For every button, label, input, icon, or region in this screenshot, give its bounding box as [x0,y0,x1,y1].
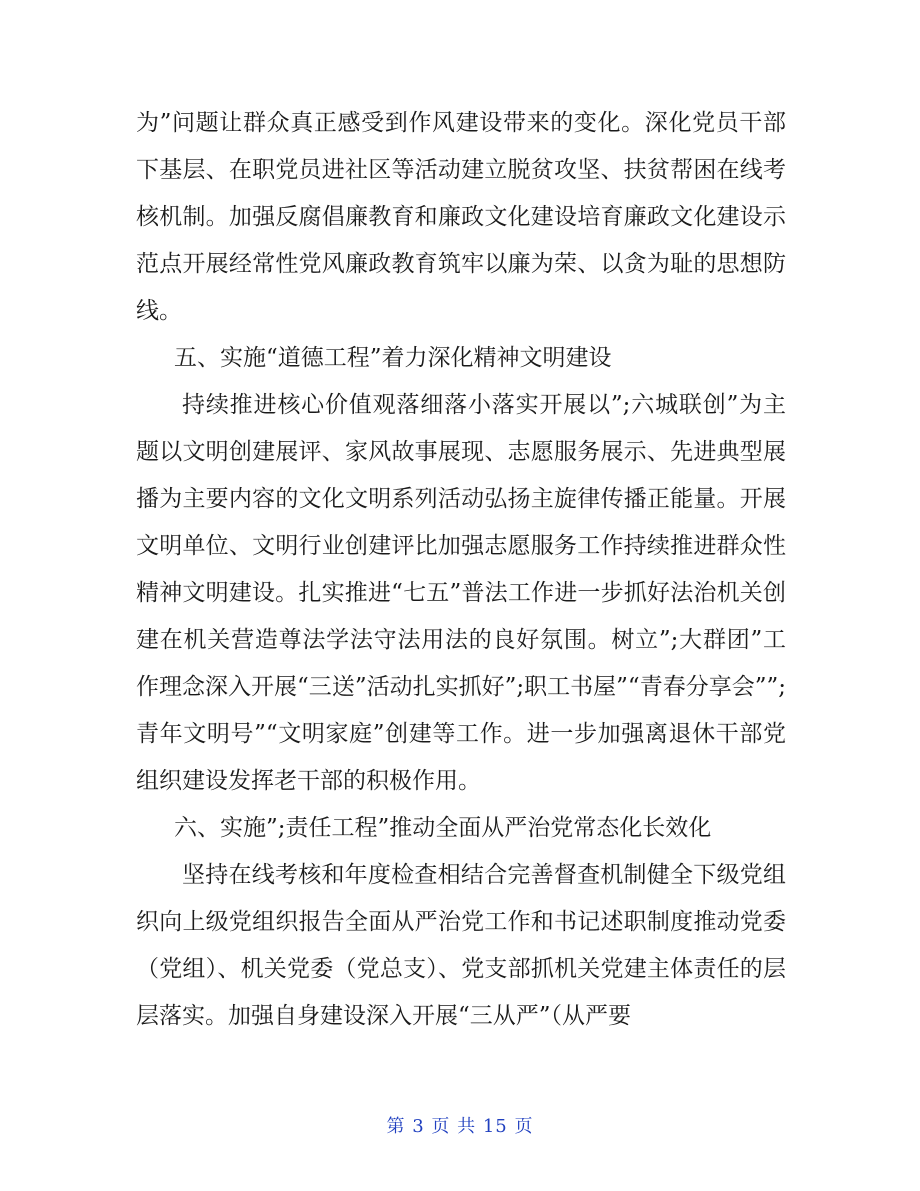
page-number-footer: 第 3 页 共 15 页 [386,1116,534,1137]
paragraph-continued: 为”问题让群众真正感受到作风建设带来的变化。深化党员干部下基层、在职党员进社区等活动建立脱贫攻坚、扶贫帮困在线考核机制。加强反腐倡廉教育和廉政文化建设培育廉政文化建设示范点开展经常性党风廉政教育筑牢以廉为荣、以贪为耻的思想防线。 [136,110,786,324]
section-heading-6: 六、实施”;责任工程”推动全面从严治党常态化长效化 [174,815,712,841]
document-body [136,100,786,1040]
paragraph-section-6: 坚持在线考核和年度检查相结合完善督查机制健全下级党组织向上级党组织报告全面从严治党工作和书记述职制度推动党委（党组）、机关党委（党总支）、党支部抓机关党建主体责任的层层落实。加强自身建设深入开展“三从严”（从严要 [136,862,786,1029]
paragraph-section-5: 持续推进核心价值观落细落小落实开展以”;六城联创”为主题以文明创建展评、家风故事展现、志愿服务展示、先进典型展播为主要内容的文化文明系列活动弘扬主旋律传播正能量。开展文明单位、文明行业创建评比加强志愿服务工作持续推进群众性精神文明建设。扎实推进“七五”普法工作进一步抓好法治机关创建在机关营造尊法学法守法用法的良好氛围。树立”;大群团”工作理念深入开展“三送”活动扎实抓好”;职工书屋”“青春分享会””;青年文明号”“文明家庭”创建等工作。进一步加强离退休干部党组织建设发挥老干部的积极作用。 [136,392,786,794]
section-heading-5: 五、实施“道德工程”着力深化精神文明建设 [174,345,612,371]
